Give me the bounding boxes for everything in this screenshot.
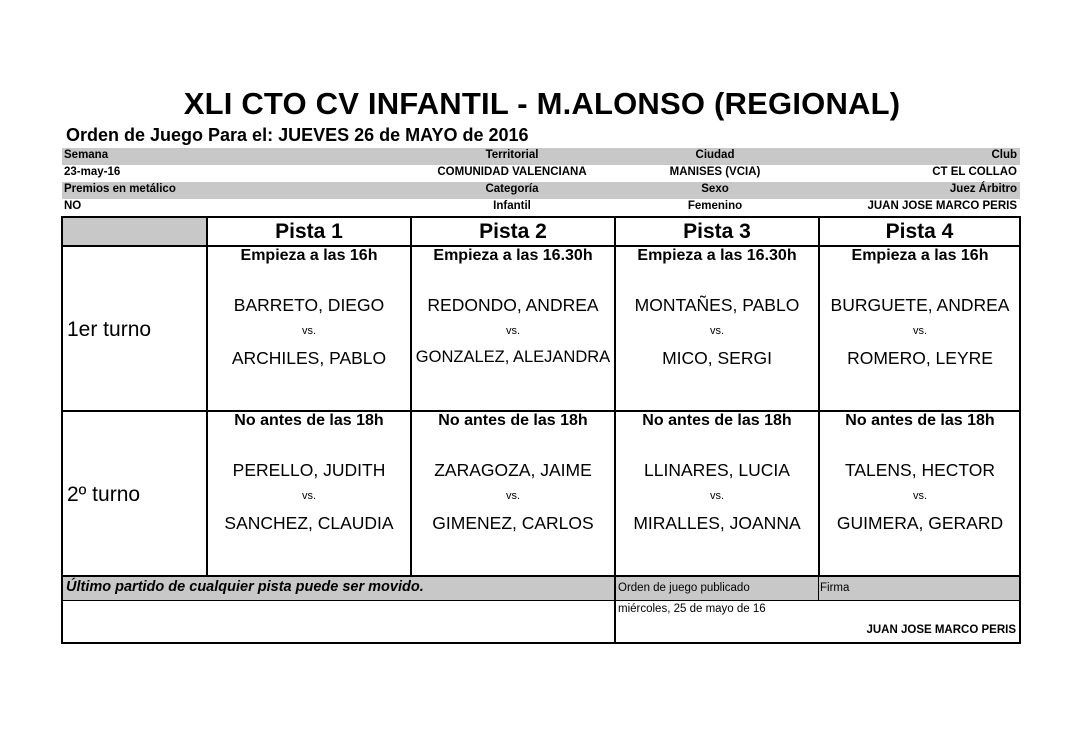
club-label: Club — [991, 149, 1017, 161]
match-time: No antes de las 18h — [438, 412, 588, 429]
player-1: REDONDO, ANDREA — [427, 295, 599, 315]
player-2: MICO, SERGI — [662, 348, 772, 368]
semana-value: 23-may-16 — [64, 166, 121, 178]
player-2: GUIMERA, GERARD — [836, 513, 1004, 533]
grid-line — [206, 218, 208, 575]
match-turno2-pista3 — [615, 411, 819, 575]
premios-label: Premios en metálico — [64, 183, 176, 195]
versus: vs. — [912, 490, 928, 502]
player-1: TALENS, HECTOR — [844, 460, 996, 480]
match-turno2-pista1 — [207, 411, 411, 575]
versus: vs. — [709, 325, 725, 337]
corner-cell — [63, 218, 206, 245]
turno-2-label: 2º turno — [67, 483, 141, 506]
grid-line — [63, 600, 1019, 601]
ciudad-label: Ciudad — [695, 149, 735, 161]
ciudad-value: MANISES (VCIA) — [669, 166, 761, 178]
player-1: BURGUETE, ANDREA — [830, 295, 1010, 315]
published-date: miércoles, 25 de mayo de 16 — [618, 603, 766, 615]
versus: vs. — [301, 490, 317, 502]
match-time: Empieza a las 16h — [851, 247, 989, 264]
match-time: Empieza a las 16.30h — [637, 247, 797, 264]
match-time: Empieza a las 16h — [240, 247, 378, 264]
grid-line — [818, 575, 819, 601]
versus: vs. — [505, 490, 521, 502]
versus: vs. — [709, 490, 725, 502]
pista-3-header: Pista 3 — [683, 220, 751, 243]
firma-label: Firma — [820, 582, 850, 594]
territorial-value: COMUNIDAD VALENCIANA — [437, 166, 587, 178]
club-value: CT EL COLLAO — [932, 166, 1017, 178]
pista-1-header: Pista 1 — [275, 220, 343, 243]
match-turno1-pista2 — [411, 246, 615, 410]
semana-label: Semana — [64, 149, 109, 161]
pista-2-header: Pista 2 — [479, 220, 547, 243]
match-time: No antes de las 18h — [234, 412, 384, 429]
premios-value: NO — [64, 200, 82, 212]
versus: vs. — [912, 325, 928, 337]
player-1: BARRETO, DIEGO — [233, 295, 385, 315]
info-value-row — [62, 165, 1020, 182]
player-2: GIMENEZ, CARLOS — [432, 513, 594, 533]
versus: vs. — [505, 325, 521, 337]
tournament-info — [62, 148, 1020, 216]
categoria-label: Categoría — [485, 183, 539, 195]
match-turno1-pista4 — [818, 246, 1022, 410]
grid-line — [63, 575, 1019, 577]
sexo-value: Femenino — [687, 200, 743, 212]
match-time: No antes de las 18h — [642, 412, 792, 429]
order-of-play-date: Orden de Juego Para el: JUEVES 26 de MAYO de 2016 — [66, 125, 529, 145]
document-title: XLI CTO CV INFANTIL - M.ALONSO (REGIONAL) — [183, 86, 901, 121]
match-turno2-pista2 — [411, 411, 615, 575]
juez-label: Juez Árbitro — [949, 183, 1017, 195]
player-1: ZARAGOZA, JAIME — [434, 460, 592, 480]
player-2: MIRALLES, JOANNA — [633, 513, 801, 533]
info-value-row-2 — [62, 199, 1020, 216]
player-2: GONZALEZ, ALEJANDRA — [415, 348, 611, 366]
turno-1-label: 1er turno — [67, 318, 152, 341]
grid-line — [614, 218, 616, 642]
footer-note: Último partido de cualquier pista puede ser movido. — [66, 579, 424, 595]
player-2: ROMERO, LEYRE — [847, 348, 993, 368]
territorial-label: Territorial — [485, 149, 539, 161]
grid-line — [818, 218, 820, 575]
versus: vs. — [301, 325, 317, 337]
info-header-row — [62, 148, 1020, 165]
schedule-grid — [61, 216, 1021, 644]
player-1: PERELLO, JUDITH — [232, 460, 386, 480]
categoria-value: Infantil — [493, 200, 531, 212]
player-1: LLINARES, LUCIA — [644, 460, 790, 480]
published-label: Orden de juego publicado — [618, 582, 750, 594]
match-turno2-pista4 — [818, 411, 1022, 575]
match-time: No antes de las 18h — [845, 412, 995, 429]
match-turno1-pista3 — [615, 246, 819, 410]
firma-name: JUAN JOSE MARCO PERIS — [866, 624, 1016, 636]
grid-line — [410, 218, 412, 575]
match-time: Empieza a las 16.30h — [433, 247, 593, 264]
sexo-label: Sexo — [701, 183, 729, 195]
player-2: ARCHILES, PABLO — [231, 348, 387, 368]
juez-value: JUAN JOSE MARCO PERIS — [867, 200, 1017, 212]
player-2: SANCHEZ, CLAUDIA — [224, 513, 394, 533]
match-turno1-pista1 — [207, 246, 411, 410]
info-header-row-2 — [62, 182, 1020, 199]
pista-4-header: Pista 4 — [885, 220, 954, 243]
player-1: MONTAÑES, PABLO — [634, 295, 800, 315]
